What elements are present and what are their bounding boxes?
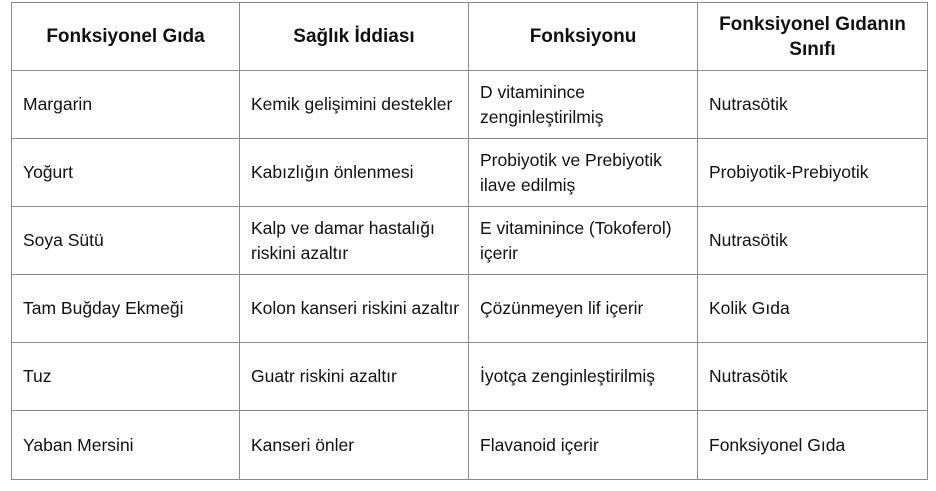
cell-function: Probiyotik ve Prebiyotik ilave edilmiş [469,139,698,207]
cell-function: D vitaminince zenginleştirilmiş [469,71,698,139]
header-health-claim: Sağlık İddiası [240,3,469,71]
cell-food: Margarin [12,71,240,139]
table-row [12,343,928,411]
cell-claim: Kabızlığın önlenmesi [240,139,469,207]
cell-claim: Kolon kanseri riskini azaltır [240,275,469,343]
cell-claim: Kalp ve damar hastalığı riskini azaltır [240,207,469,275]
table-row [12,71,928,139]
cell-food: Tuz [12,343,240,411]
cell-class: Fonksiyonel Gıda [698,411,928,480]
cell-food: Tam Buğday Ekmeği [12,275,240,343]
cell-claim: Kemik gelişimini destekler [240,71,469,139]
cell-function: E vitaminince (Tokoferol) içerir [469,207,698,275]
table-row [12,411,928,480]
header-class: Fonksiyonel Gıdanın Sınıfı [698,3,928,71]
table-container [11,2,928,480]
cell-class: Nutrasötik [698,71,928,139]
header-row [12,3,928,71]
cell-food: Soya Sütü [12,207,240,275]
functional-food-table [11,2,928,480]
table-row [12,207,928,275]
cell-food: Yoğurt [12,139,240,207]
table-row [12,275,928,343]
cell-class: Probiyotik-Prebiyotik [698,139,928,207]
cell-claim: Guatr riskini azaltır [240,343,469,411]
cell-class: Nutrasötik [698,207,928,275]
cell-class: Nutrasötik [698,343,928,411]
cell-food: Yaban Mersini [12,411,240,480]
header-functional-food: Fonksiyonel Gıda [12,3,240,71]
cell-function: Çözünmeyen lif içerir [469,275,698,343]
header-function: Fonksiyonu [469,3,698,71]
cell-function: Flavanoid içerir [469,411,698,480]
cell-class: Kolik Gıda [698,275,928,343]
table-row [12,139,928,207]
cell-function: İyotça zenginleştirilmiş [469,343,698,411]
cell-claim: Kanseri önler [240,411,469,480]
